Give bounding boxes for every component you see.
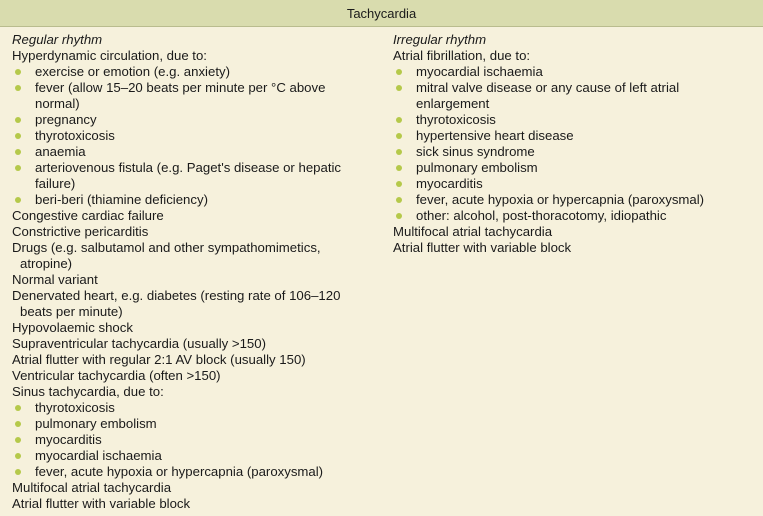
list-item: Ventricular tachycardia (often >150) (12, 368, 221, 383)
bullet-dot-icon (15, 85, 21, 91)
list-item: Sinus tachycardia, due to: (12, 384, 164, 399)
list-item: Atrial flutter with variable block (393, 240, 572, 255)
bullet-dot-icon (396, 69, 402, 75)
bullet-item (12, 432, 372, 448)
bullet-text: pulmonary embolism (35, 416, 157, 431)
list-item: Drugs (e.g. salbutamol and other sympathomimetics, (12, 240, 321, 255)
text-continuation: atropine) (20, 256, 73, 271)
bullet-item (12, 400, 372, 416)
bullet-dot-icon (396, 197, 402, 203)
bullet-dot-icon (15, 197, 21, 203)
list-item: Denervated heart, e.g. diabetes (resting rate of 106–120 (12, 288, 341, 303)
bullet-text: thyrotoxicosis (35, 400, 115, 415)
bullet-continuation: enlargement (416, 96, 490, 111)
bullet-text: myocarditis (35, 432, 102, 447)
bullet-text: fever, acute hypoxia or hypercapnia (paroxysmal) (35, 464, 324, 479)
bullet-text: pulmonary embolism (416, 160, 538, 175)
list-item: Atrial flutter with regular 2:1 AV block (usually 150) (12, 352, 306, 367)
bullet-item (393, 80, 753, 96)
bullet-item (393, 192, 753, 208)
bullet-item (393, 208, 753, 224)
bullet-text: fever (allow 15–20 beats per minute per °C above (35, 80, 326, 95)
bullet-text: mitral valve disease or any cause of left atrial (416, 80, 680, 95)
bullet-text: thyrotoxicosis (35, 128, 115, 143)
bullet-item (12, 160, 372, 176)
irregular-rhythm-heading: Irregular rhythm (393, 32, 487, 47)
regular-rhythm-heading: Regular rhythm (12, 32, 103, 47)
bullet-dot-icon (15, 149, 21, 155)
list-item: Constrictive pericarditis (12, 224, 149, 239)
bullet-continuation: failure) (35, 176, 76, 191)
bullet-dot-icon (396, 85, 402, 91)
irregular-rhythm-column (393, 32, 753, 256)
text-continuation: beats per minute) (20, 304, 123, 319)
bullet-dot-icon (15, 405, 21, 411)
bullet-text: myocardial ischaemia (35, 448, 162, 463)
list-item: Congestive cardiac failure (12, 208, 164, 223)
bullet-text: arteriovenous fistula (e.g. Paget's disease or hepatic (35, 160, 342, 175)
bullet-text: fever, acute hypoxia or hypercapnia (paroxysmal) (416, 192, 705, 207)
bullet-item (12, 128, 372, 144)
bullet-text: hypertensive heart disease (416, 128, 574, 143)
bullet-text: anaemia (35, 144, 86, 159)
list-item: Multifocal atrial tachycardia (393, 224, 553, 239)
bullet-item (393, 64, 753, 80)
bullet-dot-icon (15, 437, 21, 443)
list-item: Multifocal atrial tachycardia (12, 480, 172, 495)
bullet-dot-icon (15, 469, 21, 475)
bullet-item (12, 192, 372, 208)
bullet-item (393, 176, 753, 192)
bullet-item (393, 112, 753, 128)
bullet-dot-icon (396, 117, 402, 123)
bullet-item (12, 464, 372, 480)
list-item: Atrial fibrillation, due to: (393, 48, 531, 63)
bullet-dot-icon (15, 133, 21, 139)
bullet-item (393, 128, 753, 144)
bullet-text: myocarditis (416, 176, 483, 191)
regular-rhythm-column (12, 32, 372, 512)
bullet-text: exercise or emotion (e.g. anxiety) (35, 64, 230, 79)
bullet-dot-icon (396, 165, 402, 171)
list-item: Hyperdynamic circulation, due to: (12, 48, 207, 63)
bullet-item (393, 144, 753, 160)
bullet-item (393, 160, 753, 176)
bullet-dot-icon (15, 453, 21, 459)
bullet-dot-icon (15, 117, 21, 123)
bullet-item (12, 144, 372, 160)
bullet-dot-icon (396, 213, 402, 219)
bullet-text: sick sinus syndrome (416, 144, 535, 159)
bullet-text: thyrotoxicosis (416, 112, 496, 127)
bullet-dot-icon (396, 149, 402, 155)
table-title: Tachycardia (0, 0, 763, 27)
list-item: Normal variant (12, 272, 98, 287)
list-item: Supraventricular tachycardia (usually >150) (12, 336, 266, 351)
bullet-text: myocardial ischaemia (416, 64, 543, 79)
bullet-item (12, 64, 372, 80)
bullet-dot-icon (15, 421, 21, 427)
bullet-item (12, 80, 372, 96)
list-item: Atrial flutter with variable block (12, 496, 191, 511)
bullet-text: other: alcohol, post-thoracotomy, idiopathic (416, 208, 667, 223)
bullet-item (12, 112, 372, 128)
bullet-item (12, 448, 372, 464)
bullet-dot-icon (396, 181, 402, 187)
bullet-text: pregnancy (35, 112, 97, 127)
bullet-continuation: normal) (35, 96, 80, 111)
list-item: Hypovolaemic shock (12, 320, 133, 335)
bullet-item (12, 416, 372, 432)
bullet-dot-icon (15, 165, 21, 171)
bullet-dot-icon (396, 133, 402, 139)
bullet-text: beri-beri (thiamine deficiency) (35, 192, 208, 207)
bullet-dot-icon (15, 69, 21, 75)
